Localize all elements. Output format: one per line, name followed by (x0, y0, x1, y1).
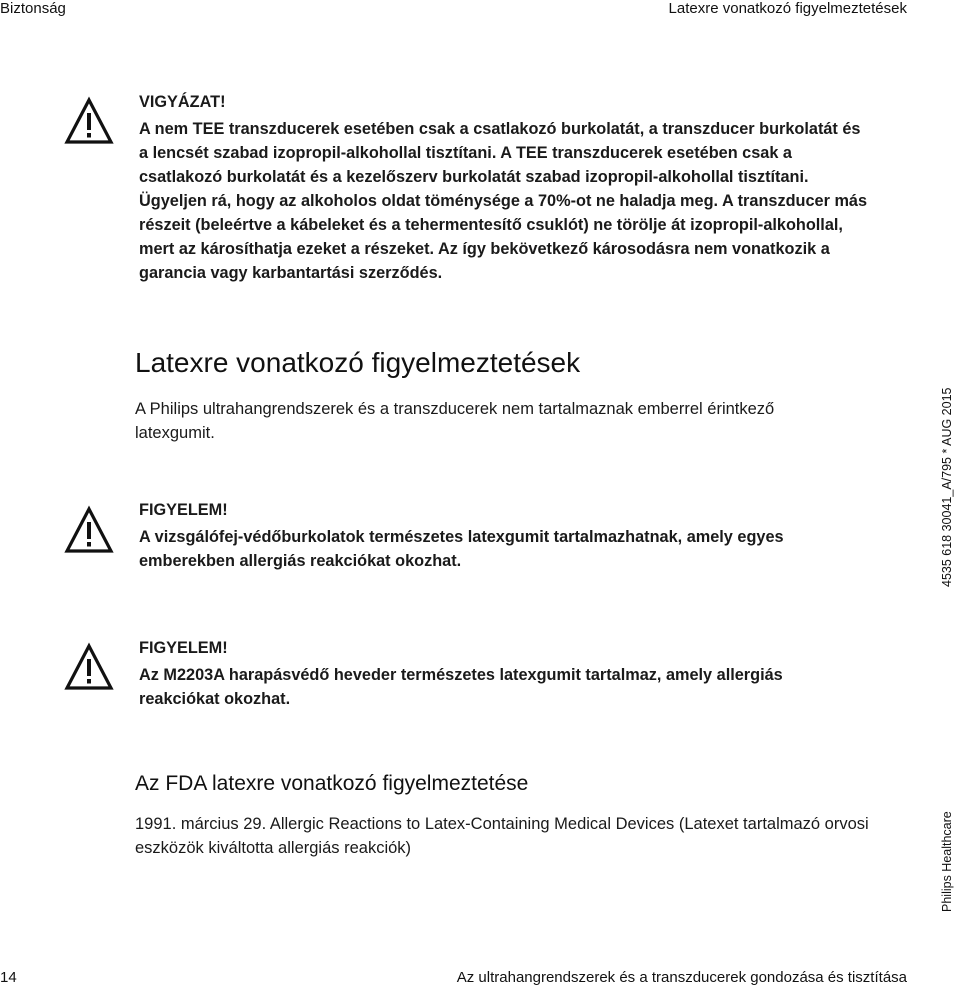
section-heading-latex: Latexre vonatkozó figyelmeztetések (135, 347, 581, 378)
footer-chapter-title: Az ultrahangrendszerek és a transzducerek gondozása és tisztítása (456, 969, 907, 986)
warning-triangle-icon (64, 642, 114, 692)
margin-brand: Philips Healthcare (940, 811, 954, 912)
header-page-topic: Latexre vonatkozó figyelmeztetések (668, 0, 907, 17)
warning-2-body: Az M2203A harapásvédő heveder természetes latexgumit tartalmaz, amely allergiás reakciókat okozhat. (139, 666, 783, 708)
footer-page-number: 14 (0, 969, 17, 986)
header-section-title: Biztonság (0, 0, 66, 17)
caution-title: VIGYÁZAT! (139, 93, 226, 111)
section-body-fda: 1991. március 29. Allergic Reactions to Latex-Containing Medical Devices (Latexet tartalmazó orvosi eszközök kiváltotta allergiás reakciók) (135, 815, 869, 857)
margin-document-code: 4535 618 30041_A/795 * AUG 2015 (940, 387, 954, 587)
caution-body: A nem TEE transzducerek esetében csak a csatlakozó burkolatát, a transzducer burkolatát és a lencsét szabad izopropil-alkohollal tisztítani. A TEE transzducerek esetében csak a csatlakozó burkolatát és a kezelőszerv burkolatát szabad izopropil-alkohollal tisztítani. Ügyeljen rá, hogy az alkoholos oldat töménysége a 70%-ot ne haladja meg. A transzducer más részeit (beleértve a kábeleket és a tehermentesítő csuklót) ne törölje át izopropil-alkohollal, mert az károsíthatja ezeket a részeket. Az így bekövetkező károsodásra nem vonatkozik a garancia vagy karbantartási szerződés. (139, 120, 868, 282)
warning-triangle-icon (64, 96, 114, 146)
warning-triangle-icon (64, 505, 114, 555)
warning-notice-2 (139, 636, 839, 711)
warning-notice-1 (139, 498, 839, 573)
caution-notice (139, 90, 869, 285)
section-intro-latex: A Philips ultrahangrendszerek és a transzducerek nem tartalmaznak emberrel érintkező latexgumit. (135, 400, 775, 442)
warning-2-title: FIGYELEM! (139, 639, 228, 657)
warning-1-title: FIGYELEM! (139, 501, 228, 519)
warning-1-body: A vizsgálófej-védőburkolatok természetes latexgumit tartalmazhatnak, amely egyes emberekben allergiás reakciókat okozhat. (139, 528, 784, 570)
section-heading-fda: Az FDA latexre vonatkozó figyelmeztetése (135, 772, 529, 795)
